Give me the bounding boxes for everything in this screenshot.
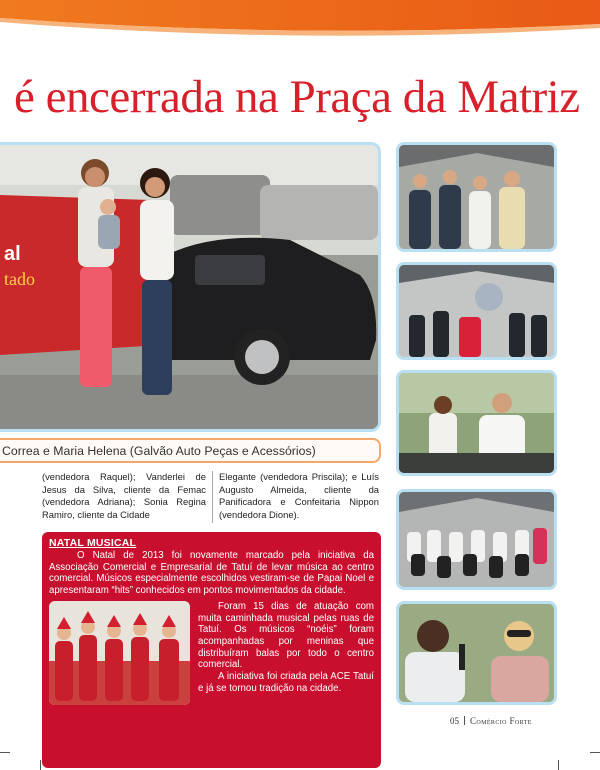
natal-musical-box — [42, 532, 381, 768]
page-footer — [450, 716, 532, 726]
page-number: 05 — [450, 716, 459, 726]
side-photo-4 — [396, 489, 557, 590]
crop-mark — [558, 760, 559, 770]
footer-divider — [464, 716, 465, 725]
natal-paragraph-1: O Natal de 2013 foi novamente marcado pela iniciativa da Associação Comercial e Empresarial de Tatuí de levar música ao centro comercial. Músicos especialmente escolhidos vestiram-se de Papai Noel e apresentaram “hits” conhecidos em pontos movimentados da cidade. — [49, 550, 374, 597]
car-sign-line1: al — [4, 243, 21, 265]
photo-caption: Correa e Maria Helena (Galvão Auto Peças e Acessórios) — [0, 438, 381, 463]
natal-photo — [49, 601, 190, 705]
magazine-brand: Comércio Forte — [470, 716, 532, 726]
car-sign-line2: tado — [4, 269, 35, 289]
side-photo-3 — [396, 370, 557, 476]
article-column-1: (vendedora Raquel); Vanderlei de Jesus da Silva, cliente da Femac (vendedora Adriana); Sonia Regina Ramiro, cliente da Cidade — [42, 471, 206, 520]
crop-mark — [590, 752, 600, 753]
crop-mark — [0, 752, 10, 753]
side-photo-1 — [396, 142, 557, 252]
column-divider — [212, 471, 213, 523]
natal-paragraph-2: Foram 15 dias de atuação com muita caminhada musical pelas ruas de Tatuí. Os músicos “noéis” foram acompanhadas por meninas que distribuíram balas por todo o centro comercial. — [198, 600, 374, 671]
article-column-2: Elegante (vendedora Priscila); e Luís Augusto Almeida, cliente da Panificadora e Confeitaria Nippon (vendedora Dione). — [219, 471, 379, 520]
natal-title: NATAL MUSICAL — [49, 537, 137, 549]
main-photo — [0, 142, 381, 432]
headline: é encerrada na Praça da Matriz — [14, 71, 580, 123]
header-band — [0, 0, 600, 40]
crop-mark — [40, 760, 41, 770]
side-photo-2 — [396, 262, 557, 360]
natal-paragraph-3: A iniciativa foi criada pela ACE Tatuí e já se tornou tradição na cidade. — [198, 671, 374, 694]
side-photo-5 — [396, 601, 557, 705]
